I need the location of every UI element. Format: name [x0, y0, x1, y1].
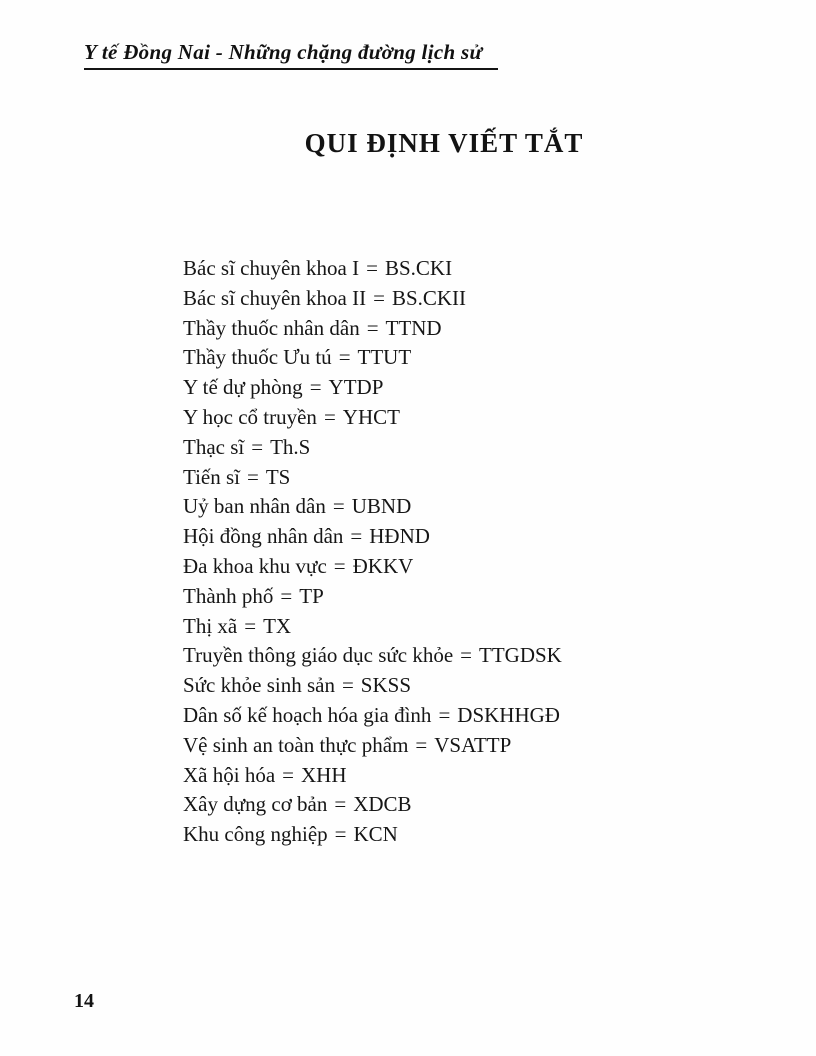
abbreviation-term: Xây dựng cơ bản: [183, 792, 328, 817]
abbreviation-list: [183, 254, 562, 850]
abbreviation-row: [183, 761, 562, 791]
abbreviation-row: [183, 314, 562, 344]
abbreviation-code: BS.CKI: [384, 256, 453, 280]
abbreviation-code: XHH: [301, 762, 347, 787]
abbreviation-term: Uỷ ban nhân dân: [183, 494, 326, 519]
abbreviation-code: TTUT: [357, 345, 412, 370]
abbreviation-code: TTND: [385, 315, 442, 340]
abbreviation-row: [183, 671, 562, 701]
equals-separator: =: [438, 702, 451, 727]
abbreviation-term: Thầy thuốc Ưu tú: [183, 345, 332, 370]
abbreviation-row: [183, 433, 562, 463]
abbreviation-code: YTDP: [328, 375, 384, 400]
equals-separator: =: [415, 732, 428, 757]
abbreviation-code: TTGDSK: [479, 643, 562, 668]
abbreviation-term: Sức khỏe sinh sản: [183, 673, 335, 698]
abbreviation-term: Bác sĩ chuyên khoa I: [183, 256, 360, 280]
abbreviation-term: Y học cổ truyền: [183, 404, 317, 429]
abbreviation-term: Bác sĩ chuyên khoa II: [183, 285, 367, 310]
page-number: 14: [74, 990, 94, 1012]
equals-separator: =: [334, 822, 347, 847]
equals-separator: =: [244, 613, 257, 638]
abbreviation-row: [183, 403, 562, 433]
equals-separator: =: [323, 404, 336, 429]
abbreviation-code: TS: [265, 464, 291, 489]
abbreviation-term: Đa khoa khu vực: [183, 553, 327, 578]
equals-separator: =: [334, 792, 347, 817]
abbreviation-row: [183, 612, 562, 642]
abbreviation-row: [183, 731, 562, 761]
equals-separator: =: [332, 494, 345, 519]
abbreviation-term: Thạc sĩ: [183, 434, 245, 459]
running-header: [84, 40, 498, 70]
equals-separator: =: [338, 345, 351, 370]
equals-separator: =: [366, 256, 378, 280]
abbreviation-term: Y tế dự phòng: [183, 375, 303, 400]
equals-separator: =: [282, 762, 294, 787]
running-header-text: Y tế Đồng Nai - Những chặng đường lịch sử: [84, 40, 498, 70]
abbreviation-term: Dân số kế hoạch hóa gia đình: [183, 702, 432, 727]
equals-separator: =: [350, 524, 363, 549]
abbreviation-code: UBND: [351, 494, 412, 519]
abbreviation-code: Th.S: [270, 434, 311, 459]
abbreviation-code: TX: [263, 613, 292, 638]
abbreviation-row: [183, 790, 562, 820]
equals-separator: =: [280, 583, 293, 608]
abbreviation-row: [183, 522, 562, 552]
equals-separator: =: [247, 464, 259, 489]
equals-separator: =: [333, 553, 346, 578]
abbreviation-term: Vệ sinh an toàn thực phẩm: [183, 732, 409, 757]
abbreviation-row: [183, 492, 562, 522]
abbreviation-row: [183, 463, 562, 493]
abbreviation-code: YHCT: [342, 404, 400, 429]
abbreviation-row: [183, 582, 562, 612]
abbreviation-term: Thầy thuốc nhân dân: [183, 315, 360, 340]
abbreviation-code: HĐND: [369, 524, 430, 549]
abbreviation-term: Thành phố: [183, 583, 274, 608]
abbreviation-term: Xã hội hóa: [183, 762, 276, 787]
equals-separator: =: [341, 673, 354, 698]
abbreviation-code: VSATTP: [434, 732, 512, 757]
abbreviation-row: [183, 552, 562, 582]
equals-separator: =: [309, 375, 322, 400]
abbreviation-row: [183, 254, 562, 284]
abbreviation-row: [183, 701, 562, 731]
abbreviation-code: KCN: [353, 822, 398, 847]
equals-separator: =: [373, 285, 385, 310]
abbreviation-code: XDCB: [353, 792, 412, 817]
abbreviation-row: [183, 343, 562, 373]
abbreviation-term: Khu công nghiệp: [183, 822, 328, 847]
abbreviation-row: [183, 641, 562, 671]
abbreviation-code: BS.CKII: [391, 285, 467, 310]
abbreviation-code: SKSS: [360, 673, 411, 698]
abbreviation-term: Tiến sĩ: [183, 464, 241, 489]
equals-separator: =: [251, 434, 264, 459]
abbreviation-term: Hội đồng nhân dân: [183, 524, 344, 549]
abbreviation-row: [183, 820, 562, 850]
abbreviation-row: [183, 373, 562, 403]
abbreviation-code: TP: [299, 583, 324, 608]
abbreviation-code: DSKHHGĐ: [457, 702, 560, 727]
abbreviation-code: ĐKKV: [352, 553, 414, 578]
abbreviation-term: Truyền thông giáo dục sức khỏe: [183, 643, 454, 668]
abbreviation-term: Thị xã: [183, 613, 238, 638]
equals-separator: =: [366, 315, 379, 340]
abbreviation-row: [183, 284, 562, 314]
page-title: QUI ĐỊNH VIẾT TẮT: [304, 128, 584, 158]
equals-separator: =: [460, 643, 473, 668]
